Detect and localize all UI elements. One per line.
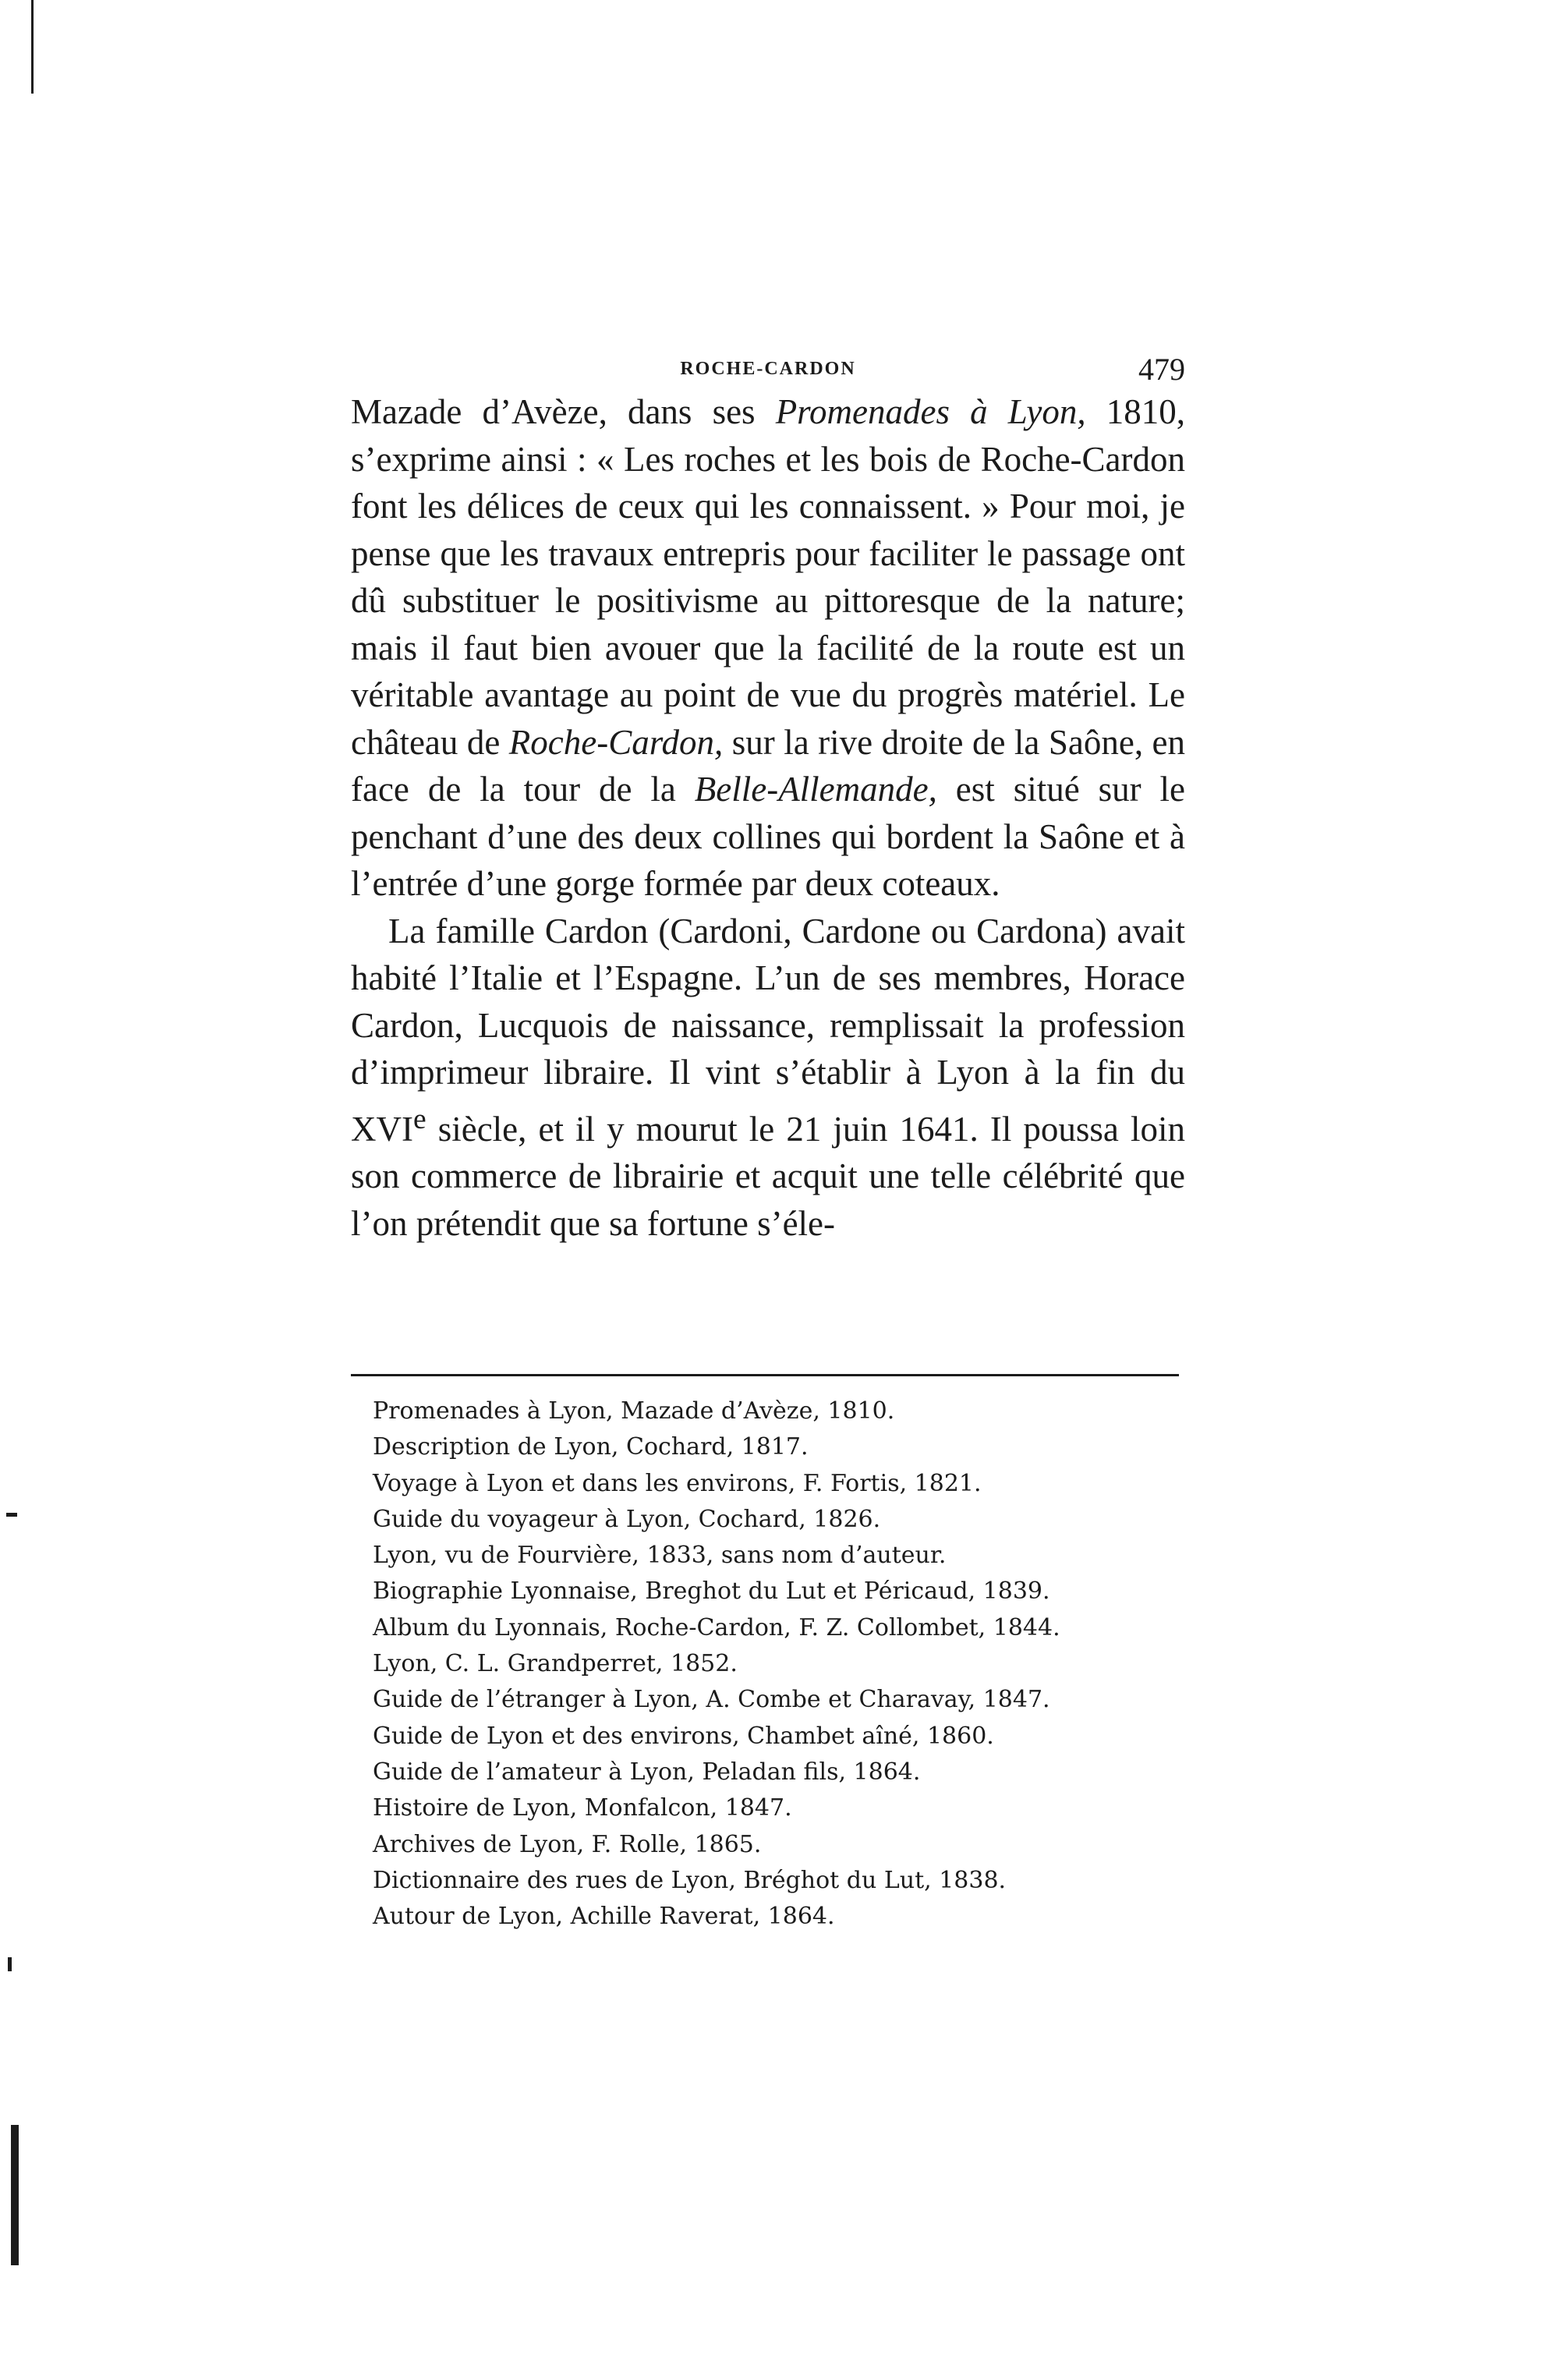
margin-scan-mark <box>8 1957 12 1971</box>
footnote-item: Dictionnaire des rues de Lyon, Bréghot du Lut, 1838. <box>373 1866 1007 1894</box>
running-title: ROCHE-CARDON <box>680 359 856 379</box>
footnote-list <box>373 1393 1176 1935</box>
superscript: e <box>412 1103 427 1135</box>
margin-scan-mark <box>11 2125 19 2265</box>
running-head <box>351 351 1185 387</box>
footnote-item: Album du Lyonnais, Roche-Cardon, F. Z. Collombet, 1844. <box>373 1613 1060 1641</box>
paragraph-2 <box>351 908 1185 1248</box>
text-run: sur la rive droite de la Saône, en face de la tour de la <box>351 722 1185 809</box>
footnote-item: Autour de Lyon, Achille Raverat, 1864. <box>373 1903 835 1931</box>
footnote-item: Promenades à Lyon, Mazade d’Avèze, 1810. <box>373 1397 895 1425</box>
paragraph-1 <box>351 388 1185 908</box>
italic-place-name: Belle-Allemande, <box>694 770 937 809</box>
body-text <box>351 388 1185 1247</box>
footnote-item: Biographie Lyonnaise, Breghot du Lut et Péricaud, 1839. <box>373 1578 1050 1606</box>
footnote-item: Guide du voyageur à Lyon, Cochard, 1826. <box>373 1505 881 1533</box>
text-run: La famille Cardon (Cardoni, Cardone ou Cardona) avait habité l’Italie et l’Espagne. L’un de ses membres, Horace Cardon, Lucquois de naissance, remplissait la profession d’imprimeur libraire. Il vint s’établir à Lyon à la fin du XVI <box>351 911 1185 1149</box>
footnote-item: Description de Lyon, Cochard, 1817. <box>373 1433 809 1461</box>
footnote-item: Archives de Lyon, F. Rolle, 1865. <box>373 1830 762 1858</box>
footnote-rule <box>351 1374 1179 1376</box>
footnote-item: Lyon, vu de Fourvière, 1833, sans nom d’auteur. <box>373 1542 947 1570</box>
footnote-item: Histoire de Lyon, Monfalcon, 1847. <box>373 1794 792 1822</box>
footnote-item: Guide de l’étranger à Lyon, A. Combe et Charavay, 1847. <box>373 1686 1050 1714</box>
text-run: 1810, s’exprime ainsi : « Les roches et les bois de Roche-Cardon font les délices de ceux qui les connaissent. » Pour moi, je pense que les travaux entrepris pour faciliter le passage ont dû substituer le positivisme au pittoresque de la nature; mais il faut bien avouer que la facilité de la route est un véritable avantage au point de vue du progrès matériel. Le château de <box>351 392 1185 762</box>
italic-title: Promenades à Lyon, <box>775 392 1086 431</box>
text-run: est situé sur le penchant d’une des deux collines qui bordent la Saône et à l’entrée d’une gorge formée par deux coteaux. <box>351 770 1185 903</box>
footnote-item: Voyage à Lyon et dans les environs, F. Fortis, 1821. <box>373 1469 982 1497</box>
footnote-item: Guide de l’amateur à Lyon, Peladan fils, 1864. <box>373 1758 921 1786</box>
page-content <box>351 351 1185 1247</box>
italic-place-name: Roche-Cardon, <box>508 722 724 762</box>
margin-scan-mark <box>31 0 34 94</box>
text-run: siècle, et il y mourut le 21 juin 1641. Il poussa loin son commerce de librairie et acquit une telle célébrité que l’on prétendit que sa fortune s’éle- <box>351 1109 1185 1243</box>
page-number: 479 <box>1138 352 1185 387</box>
footnote-item: Lyon, C. L. Grandperret, 1852. <box>373 1650 738 1678</box>
text-run: Mazade d’Avèze, dans ses <box>351 392 776 431</box>
margin-scan-mark <box>6 1513 17 1517</box>
footnote-item: Guide de Lyon et des environs, Chambet aîné, 1860. <box>373 1722 994 1750</box>
